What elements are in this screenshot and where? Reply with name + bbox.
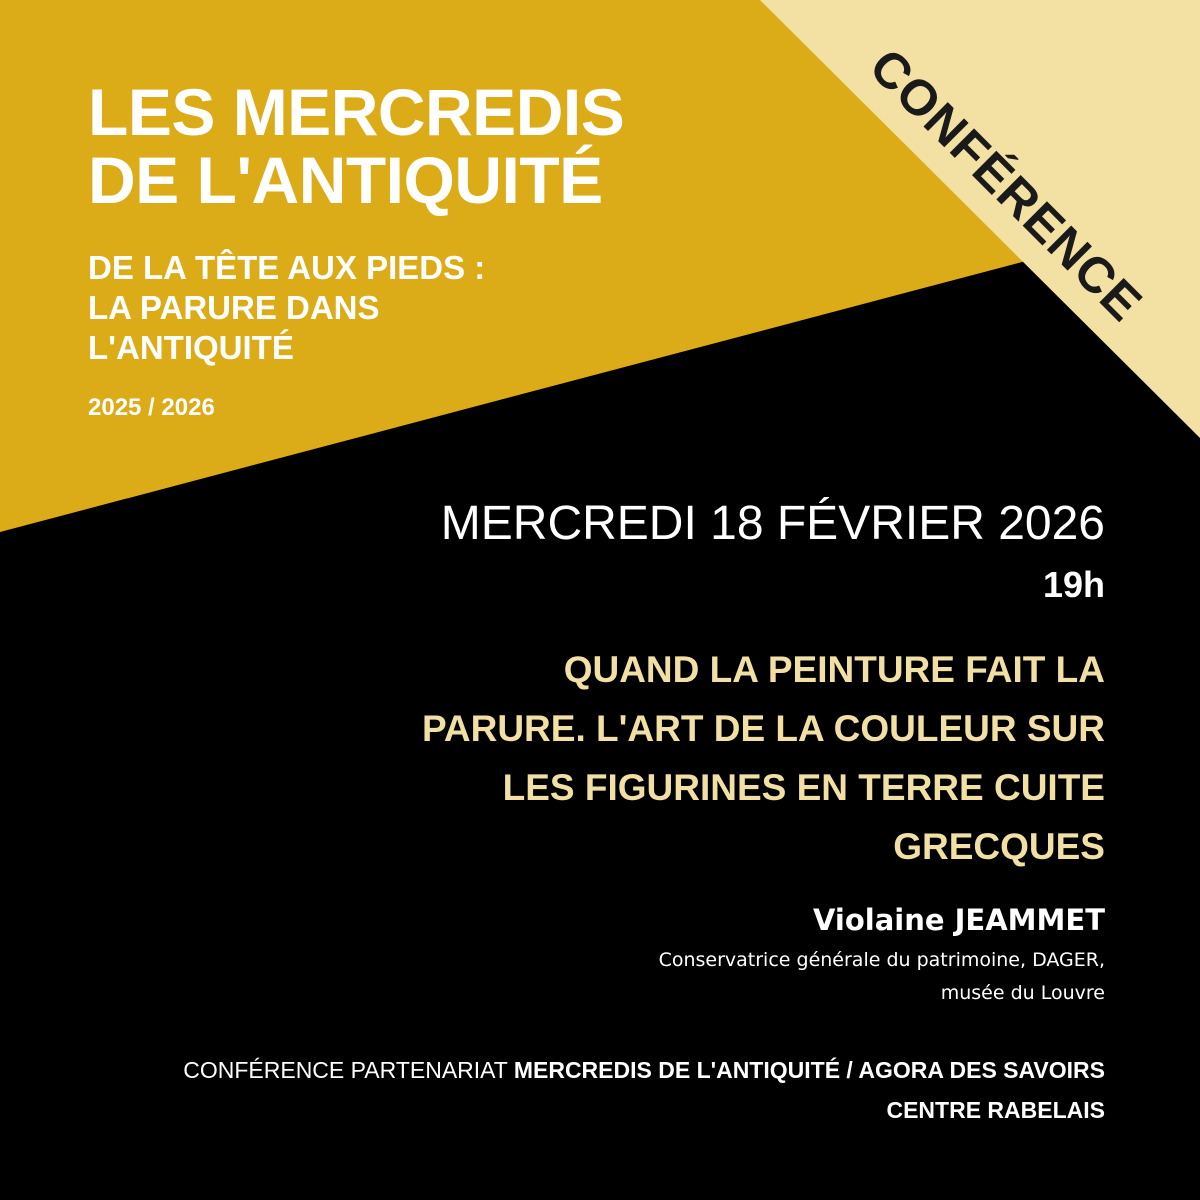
footer-credits [183,1050,1105,1130]
series-title-line-2: DE L'ANTIQUITÉ [88,143,603,217]
series-subtitle-line-2: LA PARURE DANS [88,289,380,326]
event-time: 19h [1042,564,1105,605]
footer-prefix: CONFÉRENCE PARTENARIAT [183,1057,514,1083]
series-title-line-1: LES MERCREDIS [88,75,625,149]
series-subtitle-line-1: DE LA TÊTE AUX PIEDS : [88,249,486,286]
series-subtitle [88,248,485,368]
talk-title-line-2: PARURE. L'ART DE LA COULEUR SUR [421,708,1105,749]
speaker-name: Violaine JEAMMET [812,903,1105,937]
talk-title-line-3: LES FIGURINES EN TERRE CUITE [502,767,1105,808]
speaker-role-line-1: Conservatrice générale du patrimoine, DAGER, [658,949,1105,971]
conference-badge-label: CONFÉRENCE [858,37,1154,333]
footer-partnership-line [183,1050,1105,1090]
speaker-role-line-2: musée du Louvre [940,982,1105,1004]
footer-venue: CENTRE RABELAIS [886,1097,1105,1123]
talk-title-line-4: GRECQUES [893,826,1105,867]
talk-title-line-1: QUAND LA PEINTURE FAIT LA [563,649,1105,690]
series-subtitle-line-3: L'ANTIQUITÉ [88,329,294,366]
footer-partners: MERCREDIS DE L'ANTIQUITÉ / AGORA DES SAVOIRS [513,1057,1105,1083]
season-label: 2025 / 2026 [88,394,215,421]
speaker-role [659,944,1105,1010]
event-date: MERCREDI 18 FÉVRIER 2026 [440,497,1105,550]
series-title [88,75,625,217]
talk-title [422,640,1105,876]
